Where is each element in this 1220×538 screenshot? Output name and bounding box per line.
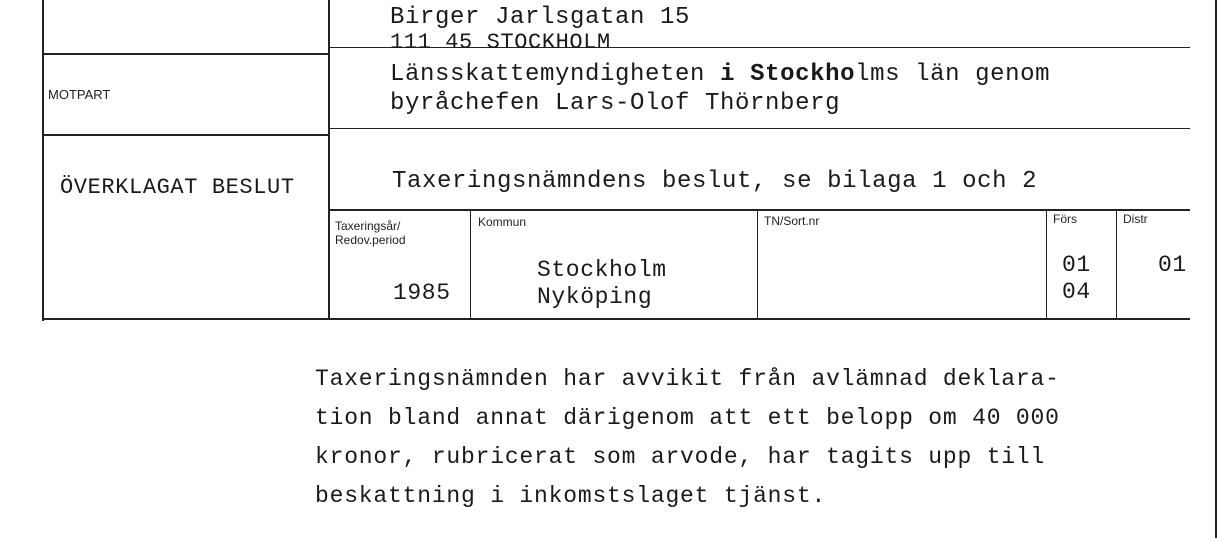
row-divider-1 [42,53,330,55]
address-line-2: 111 45 STOCKHOLM [390,30,611,55]
value-distr: 01 [1158,252,1187,278]
row-divider-2 [42,134,330,136]
table-top-border [330,209,1190,211]
motpart-line-1-part-a: Länsskattemyndigheten [390,61,721,88]
label-column-divider [328,0,330,320]
overklagat-text: Taxeringsnämndens beslut, se bilaga 1 och 2 [392,168,1038,195]
page-right-edge [1215,0,1217,538]
form-bottom-border [42,318,1190,320]
body-line-2: tion bland annat därigenom att ett belopp om 40 000 [315,405,1060,431]
table-col-divider-1 [470,209,471,319]
body-paragraph [315,360,1060,516]
body-line-3: kronor, rubricerat som arvode, har tagits upp till [315,444,1046,470]
motpart-label: MOTPART [48,87,111,102]
motpart-line-1 [390,61,1050,89]
form-left-border [42,0,44,321]
header-distr: Distr [1123,212,1148,226]
value-fors-2: 04 [1062,279,1091,305]
value-kommun-1: Stockholm [537,257,667,283]
body-line-4: beskattning i inkomstslaget tjänst. [315,483,827,509]
header-taxeringsar: Taxeringsår/ [335,219,401,233]
row-divider-2-right [330,128,1190,129]
table-col-divider-4 [1116,209,1117,319]
overklagat-label: ÖVERKLAGAT BESLUT [60,175,295,200]
header-fors: Förs [1053,212,1077,226]
value-fors-1: 01 [1062,252,1091,278]
value-kommun-2: Nyköping [537,284,653,310]
table-col-divider-2 [757,209,758,319]
motpart-line-1-bold: i Stockho [720,61,856,88]
body-line-1: Taxeringsnämnden har avvikit från avlämnad deklara- [315,366,1060,392]
header-kommun: Kommun [478,215,527,229]
value-year: 1985 [393,280,451,306]
header-redov-period: Redov.period [335,233,406,247]
address-line-1: Birger Jarlsgatan 15 [390,4,691,31]
header-tn-sort: TN/Sort.nr [764,214,820,228]
motpart-line-1-part-b: lms län genom [855,61,1051,88]
table-col-divider-3 [1046,209,1047,319]
motpart-line-2: byråchefen Lars-Olof Thörnberg [390,90,841,117]
